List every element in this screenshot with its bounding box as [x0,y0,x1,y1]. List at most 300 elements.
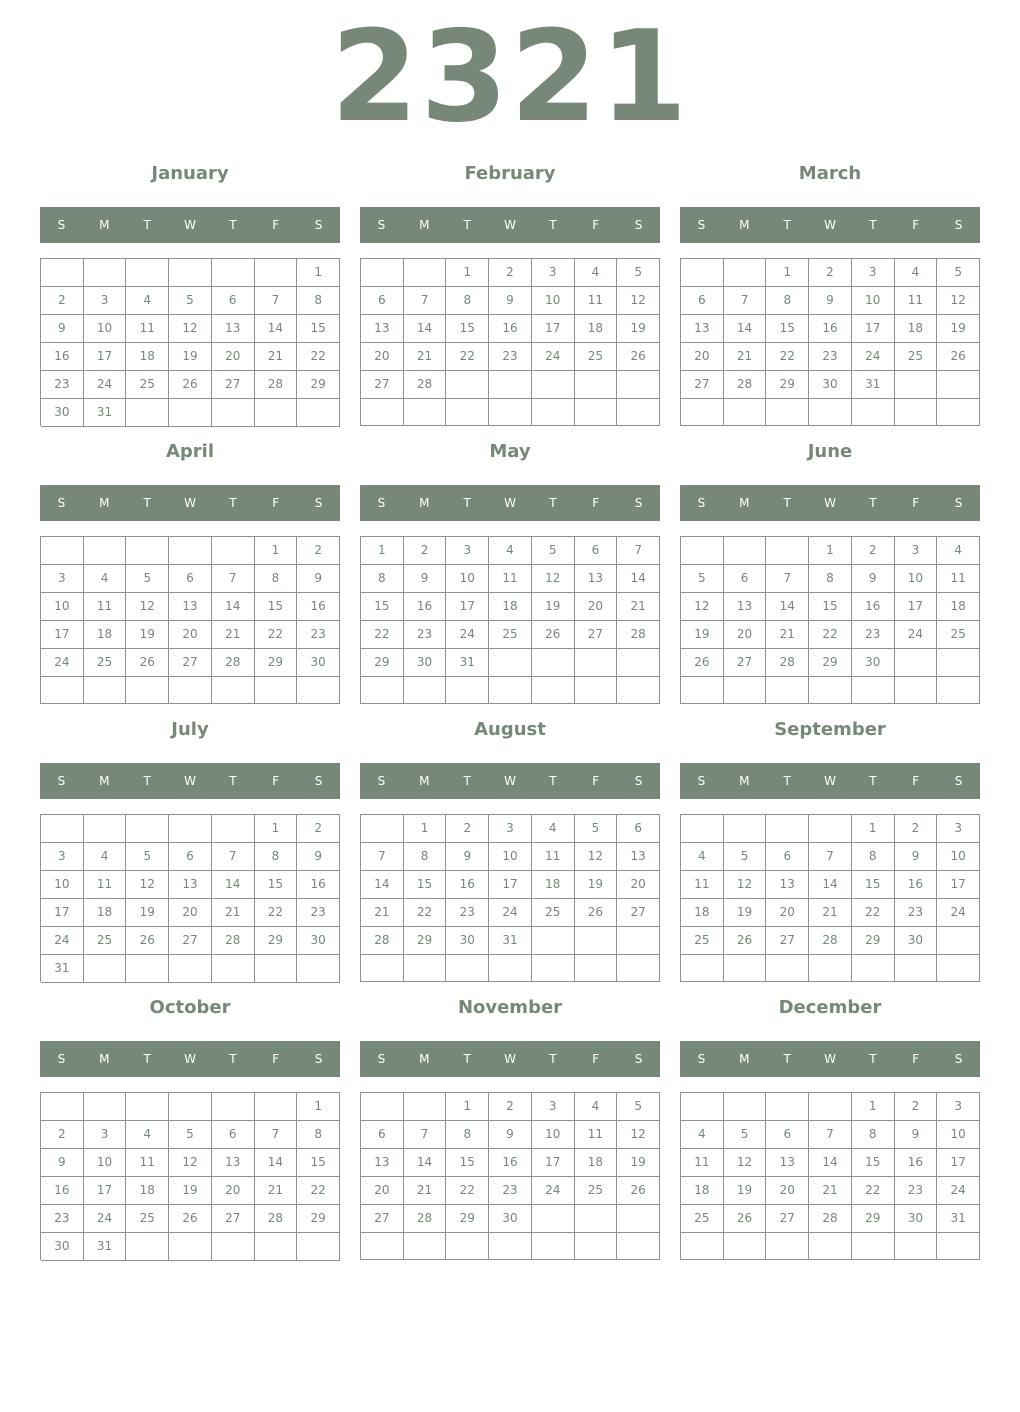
day-cell[interactable]: 27 [169,649,212,677]
day-cell[interactable]: 2 [809,259,852,287]
day-cell[interactable]: 9 [489,287,532,315]
day-cell[interactable]: 19 [724,1177,767,1205]
day-cell[interactable]: 13 [212,1149,255,1177]
day-cell[interactable]: 11 [532,843,575,871]
day-cell[interactable]: 5 [617,259,660,287]
day-cell[interactable]: 17 [532,1149,575,1177]
day-cell[interactable]: 11 [681,871,724,899]
day-cell[interactable]: 16 [41,1177,84,1205]
day-cell[interactable]: 21 [809,899,852,927]
day-cell[interactable]: 19 [126,621,169,649]
day-cell[interactable]: 1 [852,1093,895,1121]
day-cell[interactable]: 15 [446,315,489,343]
day-cell[interactable]: 21 [809,1177,852,1205]
day-cell[interactable]: 27 [361,1205,404,1233]
day-cell[interactable]: 24 [489,899,532,927]
day-cell[interactable]: 14 [255,315,298,343]
day-cell[interactable]: 15 [255,871,298,899]
day-cell[interactable]: 7 [809,843,852,871]
day-cell[interactable]: 16 [446,871,489,899]
day-cell[interactable]: 7 [212,843,255,871]
day-cell[interactable]: 3 [446,537,489,565]
day-cell[interactable]: 12 [724,1149,767,1177]
day-cell[interactable]: 21 [617,593,660,621]
day-cell[interactable]: 24 [41,927,84,955]
day-cell[interactable]: 7 [212,565,255,593]
day-cell[interactable]: 25 [126,1205,169,1233]
day-cell[interactable]: 9 [809,287,852,315]
day-cell[interactable]: 11 [937,565,980,593]
day-cell[interactable]: 8 [766,287,809,315]
day-cell[interactable]: 13 [681,315,724,343]
day-cell[interactable]: 9 [895,1121,938,1149]
day-cell[interactable]: 3 [84,1121,127,1149]
day-cell[interactable]: 17 [41,621,84,649]
day-cell[interactable]: 4 [489,537,532,565]
day-cell[interactable]: 10 [489,843,532,871]
day-cell[interactable]: 3 [852,259,895,287]
day-cell[interactable]: 17 [895,593,938,621]
day-cell[interactable]: 1 [297,259,340,287]
day-cell[interactable]: 13 [766,871,809,899]
day-cell[interactable]: 8 [446,1121,489,1149]
day-cell[interactable]: 28 [404,371,447,399]
day-cell[interactable]: 13 [766,1149,809,1177]
day-cell[interactable]: 24 [937,1177,980,1205]
day-cell[interactable]: 18 [937,593,980,621]
day-cell[interactable]: 20 [766,899,809,927]
day-cell[interactable]: 22 [255,621,298,649]
day-cell[interactable]: 6 [766,1121,809,1149]
day-cell[interactable]: 22 [852,1177,895,1205]
day-cell[interactable]: 8 [255,565,298,593]
day-cell[interactable]: 6 [212,287,255,315]
day-cell[interactable]: 12 [126,871,169,899]
day-cell[interactable]: 14 [766,593,809,621]
day-cell[interactable]: 16 [404,593,447,621]
day-cell[interactable]: 17 [489,871,532,899]
day-cell[interactable]: 26 [126,927,169,955]
day-cell[interactable]: 10 [41,871,84,899]
day-cell[interactable]: 10 [532,1121,575,1149]
day-cell[interactable]: 19 [532,593,575,621]
day-cell[interactable]: 25 [575,343,618,371]
day-cell[interactable]: 18 [84,899,127,927]
day-cell[interactable]: 2 [489,259,532,287]
day-cell[interactable]: 7 [361,843,404,871]
day-cell[interactable]: 8 [809,565,852,593]
day-cell[interactable]: 10 [84,1149,127,1177]
day-cell[interactable]: 30 [297,927,340,955]
day-cell[interactable]: 3 [41,565,84,593]
day-cell[interactable]: 2 [297,537,340,565]
day-cell[interactable]: 30 [404,649,447,677]
day-cell[interactable]: 5 [724,843,767,871]
day-cell[interactable]: 16 [489,315,532,343]
day-cell[interactable]: 14 [255,1149,298,1177]
day-cell[interactable]: 16 [852,593,895,621]
day-cell[interactable]: 17 [937,1149,980,1177]
day-cell[interactable]: 28 [617,621,660,649]
day-cell[interactable]: 17 [84,1177,127,1205]
day-cell[interactable]: 2 [404,537,447,565]
day-cell[interactable]: 26 [169,1205,212,1233]
day-cell[interactable]: 6 [212,1121,255,1149]
day-cell[interactable]: 5 [532,537,575,565]
day-cell[interactable]: 20 [617,871,660,899]
day-cell[interactable]: 12 [126,593,169,621]
day-cell[interactable]: 4 [575,259,618,287]
day-cell[interactable]: 17 [532,315,575,343]
day-cell[interactable]: 4 [895,259,938,287]
day-cell[interactable]: 26 [724,1205,767,1233]
day-cell[interactable]: 30 [895,1205,938,1233]
day-cell[interactable]: 23 [446,899,489,927]
day-cell[interactable]: 22 [852,899,895,927]
day-cell[interactable]: 2 [895,815,938,843]
day-cell[interactable]: 12 [681,593,724,621]
day-cell[interactable]: 13 [169,871,212,899]
day-cell[interactable]: 21 [404,343,447,371]
day-cell[interactable]: 20 [766,1177,809,1205]
day-cell[interactable]: 10 [446,565,489,593]
day-cell[interactable]: 19 [126,899,169,927]
day-cell[interactable]: 24 [895,621,938,649]
day-cell[interactable]: 12 [724,871,767,899]
day-cell[interactable]: 31 [446,649,489,677]
day-cell[interactable]: 22 [297,343,340,371]
day-cell[interactable]: 23 [809,343,852,371]
day-cell[interactable]: 9 [852,565,895,593]
day-cell[interactable]: 18 [575,315,618,343]
day-cell[interactable]: 5 [126,565,169,593]
day-cell[interactable]: 30 [895,927,938,955]
day-cell[interactable]: 28 [361,927,404,955]
day-cell[interactable]: 6 [169,843,212,871]
day-cell[interactable]: 18 [84,621,127,649]
day-cell[interactable]: 26 [532,621,575,649]
day-cell[interactable]: 11 [126,1149,169,1177]
day-cell[interactable]: 20 [361,343,404,371]
day-cell[interactable]: 29 [297,1205,340,1233]
day-cell[interactable]: 20 [212,1177,255,1205]
day-cell[interactable]: 27 [724,649,767,677]
day-cell[interactable]: 15 [852,1149,895,1177]
day-cell[interactable]: 4 [937,537,980,565]
day-cell[interactable]: 13 [361,315,404,343]
day-cell[interactable]: 23 [41,1205,84,1233]
day-cell[interactable]: 10 [41,593,84,621]
day-cell[interactable]: 29 [297,371,340,399]
day-cell[interactable]: 8 [361,565,404,593]
day-cell[interactable]: 26 [724,927,767,955]
day-cell[interactable]: 23 [895,1177,938,1205]
day-cell[interactable]: 30 [41,1233,84,1261]
day-cell[interactable]: 23 [489,1177,532,1205]
day-cell[interactable]: 1 [766,259,809,287]
day-cell[interactable]: 28 [255,371,298,399]
day-cell[interactable]: 8 [255,843,298,871]
day-cell[interactable]: 3 [84,287,127,315]
day-cell[interactable]: 25 [489,621,532,649]
day-cell[interactable]: 17 [852,315,895,343]
day-cell[interactable]: 13 [617,843,660,871]
day-cell[interactable]: 17 [84,343,127,371]
day-cell[interactable]: 15 [404,871,447,899]
day-cell[interactable]: 15 [809,593,852,621]
day-cell[interactable]: 28 [724,371,767,399]
day-cell[interactable]: 29 [852,1205,895,1233]
day-cell[interactable]: 11 [895,287,938,315]
day-cell[interactable]: 1 [404,815,447,843]
day-cell[interactable]: 6 [724,565,767,593]
day-cell[interactable]: 23 [895,899,938,927]
day-cell[interactable]: 29 [255,927,298,955]
day-cell[interactable]: 21 [724,343,767,371]
day-cell[interactable]: 23 [852,621,895,649]
day-cell[interactable]: 11 [126,315,169,343]
day-cell[interactable]: 13 [212,315,255,343]
day-cell[interactable]: 13 [575,565,618,593]
day-cell[interactable]: 4 [84,565,127,593]
day-cell[interactable]: 3 [532,259,575,287]
day-cell[interactable]: 31 [84,1233,127,1261]
day-cell[interactable]: 12 [617,1121,660,1149]
day-cell[interactable]: 4 [681,843,724,871]
day-cell[interactable]: 1 [361,537,404,565]
day-cell[interactable]: 2 [895,1093,938,1121]
day-cell[interactable]: 15 [255,593,298,621]
day-cell[interactable]: 8 [297,287,340,315]
day-cell[interactable]: 10 [84,315,127,343]
day-cell[interactable]: 23 [404,621,447,649]
day-cell[interactable]: 22 [766,343,809,371]
day-cell[interactable]: 26 [169,371,212,399]
day-cell[interactable]: 1 [446,1093,489,1121]
day-cell[interactable]: 1 [809,537,852,565]
day-cell[interactable]: 5 [617,1093,660,1121]
day-cell[interactable]: 24 [446,621,489,649]
day-cell[interactable]: 27 [361,371,404,399]
day-cell[interactable]: 3 [937,815,980,843]
day-cell[interactable]: 4 [681,1121,724,1149]
day-cell[interactable]: 6 [617,815,660,843]
day-cell[interactable]: 30 [489,1205,532,1233]
day-cell[interactable]: 22 [297,1177,340,1205]
day-cell[interactable]: 27 [766,927,809,955]
day-cell[interactable]: 2 [852,537,895,565]
day-cell[interactable]: 19 [681,621,724,649]
day-cell[interactable]: 19 [937,315,980,343]
day-cell[interactable]: 10 [852,287,895,315]
day-cell[interactable]: 14 [617,565,660,593]
day-cell[interactable]: 19 [169,1177,212,1205]
day-cell[interactable]: 30 [446,927,489,955]
day-cell[interactable]: 20 [575,593,618,621]
day-cell[interactable]: 9 [446,843,489,871]
day-cell[interactable]: 13 [361,1149,404,1177]
day-cell[interactable]: 16 [297,593,340,621]
day-cell[interactable]: 27 [766,1205,809,1233]
day-cell[interactable]: 31 [41,955,84,983]
day-cell[interactable]: 9 [489,1121,532,1149]
day-cell[interactable]: 3 [532,1093,575,1121]
day-cell[interactable]: 31 [852,371,895,399]
day-cell[interactable]: 6 [766,843,809,871]
day-cell[interactable]: 22 [255,899,298,927]
day-cell[interactable]: 11 [84,593,127,621]
day-cell[interactable]: 29 [361,649,404,677]
day-cell[interactable]: 26 [617,1177,660,1205]
day-cell[interactable]: 11 [489,565,532,593]
day-cell[interactable]: 29 [404,927,447,955]
day-cell[interactable]: 21 [212,621,255,649]
day-cell[interactable]: 16 [895,871,938,899]
day-cell[interactable]: 30 [852,649,895,677]
day-cell[interactable]: 15 [297,1149,340,1177]
day-cell[interactable]: 27 [212,371,255,399]
day-cell[interactable]: 24 [41,649,84,677]
day-cell[interactable]: 18 [126,1177,169,1205]
day-cell[interactable]: 5 [575,815,618,843]
day-cell[interactable]: 11 [84,871,127,899]
day-cell[interactable]: 6 [681,287,724,315]
day-cell[interactable]: 16 [895,1149,938,1177]
day-cell[interactable]: 18 [575,1149,618,1177]
day-cell[interactable]: 28 [212,927,255,955]
day-cell[interactable]: 24 [84,1205,127,1233]
day-cell[interactable]: 4 [532,815,575,843]
day-cell[interactable]: 1 [255,815,298,843]
day-cell[interactable]: 14 [212,871,255,899]
day-cell[interactable]: 1 [255,537,298,565]
day-cell[interactable]: 14 [809,1149,852,1177]
day-cell[interactable]: 9 [895,843,938,871]
day-cell[interactable]: 15 [852,871,895,899]
day-cell[interactable]: 26 [617,343,660,371]
day-cell[interactable]: 28 [404,1205,447,1233]
day-cell[interactable]: 9 [41,315,84,343]
day-cell[interactable]: 12 [532,565,575,593]
day-cell[interactable]: 21 [255,1177,298,1205]
day-cell[interactable]: 21 [361,899,404,927]
day-cell[interactable]: 21 [766,621,809,649]
day-cell[interactable]: 12 [937,287,980,315]
day-cell[interactable]: 7 [724,287,767,315]
day-cell[interactable]: 7 [255,287,298,315]
day-cell[interactable]: 23 [297,621,340,649]
day-cell[interactable]: 11 [575,1121,618,1149]
day-cell[interactable]: 5 [169,1121,212,1149]
day-cell[interactable]: 20 [212,343,255,371]
day-cell[interactable]: 25 [681,927,724,955]
day-cell[interactable]: 9 [404,565,447,593]
day-cell[interactable]: 18 [681,1177,724,1205]
day-cell[interactable]: 7 [809,1121,852,1149]
day-cell[interactable]: 6 [361,287,404,315]
day-cell[interactable]: 20 [361,1177,404,1205]
day-cell[interactable]: 9 [297,565,340,593]
day-cell[interactable]: 17 [446,593,489,621]
day-cell[interactable]: 5 [126,843,169,871]
day-cell[interactable]: 19 [617,1149,660,1177]
day-cell[interactable]: 27 [575,621,618,649]
day-cell[interactable]: 2 [489,1093,532,1121]
day-cell[interactable]: 4 [84,843,127,871]
day-cell[interactable]: 27 [212,1205,255,1233]
day-cell[interactable]: 12 [169,1149,212,1177]
day-cell[interactable]: 23 [41,371,84,399]
day-cell[interactable]: 15 [446,1149,489,1177]
day-cell[interactable]: 24 [84,371,127,399]
day-cell[interactable]: 3 [895,537,938,565]
day-cell[interactable]: 17 [41,899,84,927]
day-cell[interactable]: 25 [532,899,575,927]
day-cell[interactable]: 3 [489,815,532,843]
day-cell[interactable]: 31 [489,927,532,955]
day-cell[interactable]: 7 [617,537,660,565]
day-cell[interactable]: 29 [766,371,809,399]
day-cell[interactable]: 14 [809,871,852,899]
day-cell[interactable]: 5 [681,565,724,593]
day-cell[interactable]: 1 [852,815,895,843]
day-cell[interactable]: 14 [724,315,767,343]
day-cell[interactable]: 29 [809,649,852,677]
day-cell[interactable]: 8 [852,1121,895,1149]
day-cell[interactable]: 9 [297,843,340,871]
day-cell[interactable]: 21 [212,899,255,927]
day-cell[interactable]: 28 [212,649,255,677]
day-cell[interactable]: 25 [895,343,938,371]
day-cell[interactable]: 29 [446,1205,489,1233]
day-cell[interactable]: 29 [255,649,298,677]
day-cell[interactable]: 21 [255,343,298,371]
day-cell[interactable]: 18 [532,871,575,899]
day-cell[interactable]: 20 [169,899,212,927]
day-cell[interactable]: 22 [809,621,852,649]
day-cell[interactable]: 5 [724,1121,767,1149]
day-cell[interactable]: 31 [84,399,127,427]
day-cell[interactable]: 8 [852,843,895,871]
day-cell[interactable]: 6 [169,565,212,593]
day-cell[interactable]: 1 [297,1093,340,1121]
day-cell[interactable]: 14 [361,871,404,899]
day-cell[interactable]: 15 [361,593,404,621]
day-cell[interactable]: 13 [169,593,212,621]
day-cell[interactable]: 17 [937,871,980,899]
day-cell[interactable]: 10 [937,1121,980,1149]
day-cell[interactable]: 2 [41,287,84,315]
day-cell[interactable]: 10 [937,843,980,871]
day-cell[interactable]: 10 [895,565,938,593]
day-cell[interactable]: 2 [446,815,489,843]
day-cell[interactable]: 28 [809,1205,852,1233]
day-cell[interactable]: 22 [361,621,404,649]
day-cell[interactable]: 5 [937,259,980,287]
day-cell[interactable]: 7 [404,287,447,315]
day-cell[interactable]: 18 [681,899,724,927]
day-cell[interactable]: 23 [297,899,340,927]
day-cell[interactable]: 27 [681,371,724,399]
day-cell[interactable]: 14 [404,315,447,343]
day-cell[interactable]: 25 [84,649,127,677]
day-cell[interactable]: 5 [169,287,212,315]
day-cell[interactable]: 26 [575,899,618,927]
day-cell[interactable]: 29 [852,927,895,955]
day-cell[interactable]: 31 [937,1205,980,1233]
day-cell[interactable]: 19 [575,871,618,899]
day-cell[interactable]: 21 [404,1177,447,1205]
